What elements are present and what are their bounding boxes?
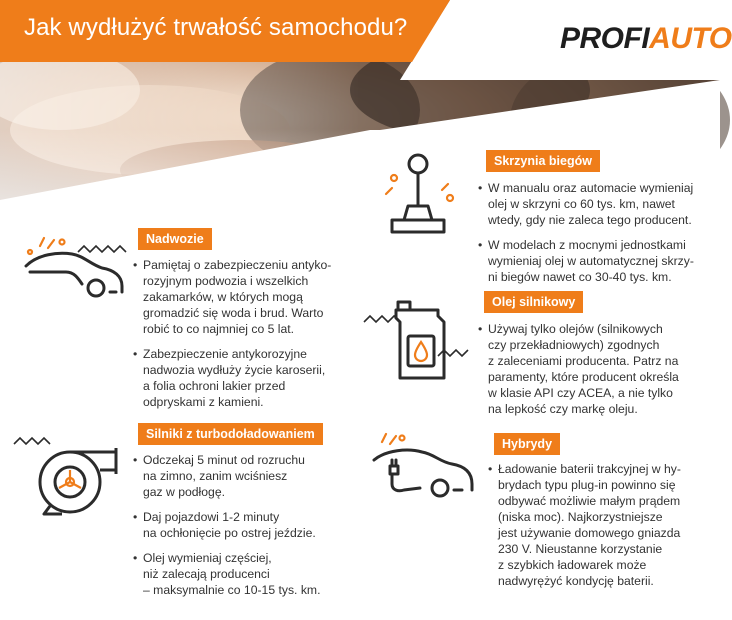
oil-canister-icon [362, 298, 474, 384]
gear-shift-icon [378, 150, 478, 238]
badge-olej: Olej silnikowy [484, 291, 583, 313]
badge-hybrydy: Hybrydy [494, 433, 560, 455]
list-item: • Ładowanie baterii trakcyjnej w hy- brydach typu plug-in powinno się odbywać możliwie małym prądem (niska moc). Najkorzystniejsze jest używanie domowego gniazda 230 V. Nieustanne korzystanie z szybkich ładowarek może nadwyrężyć kondycję baterii. [488, 461, 713, 589]
list-item: • Pamiętaj o zabezpieczeniu antyko- rozyjnym podwozia i wszelkich zakamarków, w których mogą gromadzić się woda i brud. Warto robić to co najmniej co 5 lat. [133, 257, 373, 337]
list-nadwozie [133, 257, 373, 419]
list-hybrydy [488, 461, 713, 598]
list-turbo [133, 452, 363, 607]
turbocharger-icon [12, 420, 130, 520]
list-skrzynia [478, 180, 706, 294]
logo-part-auto: AUTO [649, 22, 732, 55]
badge-skrzynia: Skrzynia biegów [486, 150, 600, 172]
list-item: • W modelach z mocnymi jednostkami wymieniaj olej w automatycznej skrzy- ni biegów nawet co 30-40 tys. km. [478, 237, 706, 285]
hybrid-car-plug-icon [368, 430, 476, 510]
list-item: • W manualu oraz automacie wymieniaj olej w skrzyni co 60 tys. km, nawet wtedy, gdy nie zaleca tego producent. [478, 180, 706, 228]
list-item: • Daj pojazdowi 1-2 minuty na ochłonięcie po ostrej jeździe. [133, 509, 363, 541]
list-item: • Zabezpieczenie antykorozyjne nadwozia wydłuży życie karoserii, a folia ochroni lakier przed odpryskami z kamieni. [133, 346, 373, 410]
logo-part-profi: PROFI [560, 22, 650, 55]
badge-nadwozie: Nadwozie [138, 228, 212, 250]
list-olej [478, 321, 708, 426]
list-item: • Olej wymieniaj częściej, niż zalecają producenci – maksymalnie co 10-15 tys. km. [133, 550, 363, 598]
car-body-icon [18, 228, 130, 300]
list-item: • Używaj tylko olejów (silnikowych czy przekładniowych) zgodnych z zaleceniami producenta. Patrz na paramenty, które producent określa w klasie API czy ACEA, a nie tylko na lepkość czy markę oleju. [478, 321, 708, 417]
profiauto-logo [560, 22, 732, 56]
badge-turbo: Silniki z turbodoładowaniem [138, 423, 323, 445]
list-item: • Odczekaj 5 minut od rozruchu na zimno, zanim wciśniesz gaz w podłogę. [133, 452, 363, 500]
page-title: Jak wydłużyć trwałość samochodu? [24, 14, 408, 41]
